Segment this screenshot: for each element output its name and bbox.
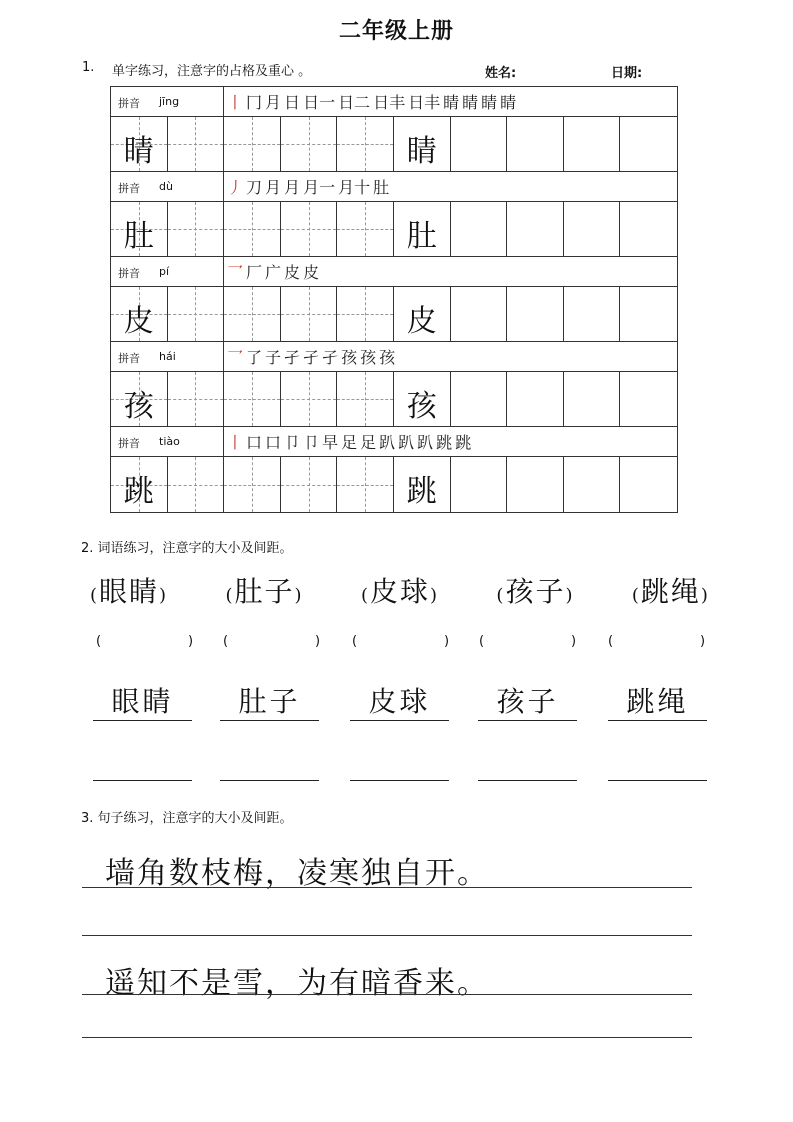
stroke-step: 冂 [246, 93, 263, 112]
section1-instruction: 单字练习，注意字的占格及重心 。 [112, 64, 312, 79]
date-label: 日期: [611, 66, 643, 81]
stroke-step: 卩 [284, 433, 301, 452]
writing-cell[interactable] [337, 457, 394, 512]
paren-close: ) [700, 634, 706, 649]
model-character: 皮 [406, 304, 437, 339]
stroke-step: 趴 [398, 433, 415, 452]
model-character: 孩 [123, 389, 154, 424]
writing-cell[interactable] [564, 117, 621, 171]
pinyin-row [111, 172, 677, 202]
word-blank-slot[interactable] [350, 740, 449, 781]
word-example: (皮球) [360, 575, 440, 608]
stroke-order [227, 345, 398, 368]
stroke-step: 日 [284, 93, 301, 112]
writing-cell[interactable] [620, 202, 677, 256]
word-blank-slot[interactable] [220, 740, 319, 781]
pinyin-label: 拼音 [118, 267, 140, 280]
writing-cell[interactable] [111, 457, 168, 512]
word-example: (肚子) [225, 575, 304, 608]
word-trace-slot[interactable]: 孩子 [478, 680, 577, 721]
divider [223, 427, 224, 456]
stroke-step: 丨 [227, 433, 244, 452]
stroke-step: 月十 [338, 178, 371, 197]
stroke-step: 足 [341, 433, 358, 452]
paren-open: ( [352, 634, 358, 649]
stroke-step: 皮 [303, 263, 320, 282]
model-character: 肚 [406, 219, 437, 254]
sentence-2: 遥知不是雪，为有暗香来。 [105, 966, 489, 1001]
writing-cell[interactable] [507, 202, 564, 256]
word-blank-slot[interactable] [608, 740, 707, 781]
character-row [111, 287, 677, 342]
stroke-step: 卩 [303, 433, 320, 452]
sentence-line [82, 935, 692, 936]
stroke-step: 丿 [227, 178, 244, 197]
stroke-step: 月 [265, 178, 282, 197]
stroke-step: 子 [265, 348, 282, 367]
stroke-step: 睛 [481, 93, 498, 112]
word-examples-row [90, 570, 710, 610]
writing-cell[interactable] [451, 372, 508, 426]
stroke-step: 日一 [303, 93, 336, 112]
word-blank-slot[interactable] [93, 740, 192, 781]
stroke-step: 睛 [462, 93, 479, 112]
writing-cell[interactable] [168, 287, 225, 341]
writing-cell[interactable] [394, 202, 451, 256]
stroke-order [227, 430, 474, 453]
divider [223, 342, 224, 371]
pinyin-value: hái [159, 350, 176, 363]
stroke-step: 孑 [322, 348, 339, 367]
writing-cell[interactable] [337, 372, 394, 426]
pinyin-label: 拼音 [118, 352, 140, 365]
stroke-step: 月 [265, 93, 282, 112]
writing-cell[interactable] [111, 372, 168, 426]
stroke-step: 足 [360, 433, 377, 452]
pinyin-row [111, 87, 677, 117]
character-row [111, 457, 677, 512]
model-character: 跳 [406, 474, 437, 509]
stroke-step: 跳 [436, 433, 453, 452]
section3-instruction: 3. 句子练习，注意字的大小及间距。 [81, 811, 293, 826]
stroke-step: 日二 [338, 93, 371, 112]
model-character: 睛 [406, 134, 437, 169]
pinyin-row [111, 257, 677, 287]
stroke-step: 日丰 [408, 93, 441, 112]
divider [223, 87, 224, 116]
writing-cell[interactable] [281, 287, 338, 341]
stroke-step: 丨 [227, 93, 244, 112]
writing-cell[interactable] [564, 372, 621, 426]
stroke-step: 孩 [360, 348, 377, 367]
section1-number: 1. [82, 60, 95, 75]
stroke-step: 孩 [379, 348, 396, 367]
writing-cell[interactable] [337, 287, 394, 341]
stroke-step: 月一 [303, 178, 336, 197]
paren-open: ( [608, 634, 614, 649]
writing-cell[interactable] [224, 117, 281, 171]
stroke-step: 睛 [443, 93, 460, 112]
model-character: 跳 [123, 474, 154, 509]
stroke-order [227, 90, 519, 113]
writing-cell[interactable] [281, 117, 338, 171]
writing-cell[interactable] [451, 117, 508, 171]
writing-cell[interactable] [224, 202, 281, 256]
word-example: (孩子) [496, 575, 575, 608]
model-character: 皮 [123, 304, 154, 339]
section2-instruction: 2. 词语练习，注意字的大小及间距。 [81, 541, 293, 556]
stroke-step: 了 [246, 348, 263, 367]
paren-open: ( [96, 634, 102, 649]
stroke-step: 趴 [417, 433, 434, 452]
page-title: 二年级上册 [338, 19, 454, 44]
writing-cell[interactable] [620, 457, 677, 512]
writing-cell[interactable] [620, 117, 677, 171]
sentence-1: 墙角数枝梅，凌寒独自开。 [105, 856, 489, 891]
writing-cell[interactable] [451, 202, 508, 256]
sentence-line [82, 887, 692, 888]
writing-cell[interactable] [394, 117, 451, 171]
divider [223, 257, 224, 286]
paren-close: ) [315, 634, 321, 649]
divider [223, 172, 224, 201]
sentence-line [82, 1037, 692, 1038]
writing-cell[interactable] [620, 287, 677, 341]
writing-cell[interactable] [507, 287, 564, 341]
writing-cell[interactable] [507, 457, 564, 512]
stroke-step: 孑 [284, 348, 301, 367]
writing-cell[interactable] [451, 287, 508, 341]
writing-cell[interactable] [281, 372, 338, 426]
stroke-step: 趴 [379, 433, 396, 452]
word-trace-slot[interactable]: 肚子 [220, 680, 319, 721]
paren-open: ( [223, 634, 229, 649]
pinyin-value: jīng [159, 95, 180, 108]
character-row [111, 372, 677, 427]
writing-cell[interactable] [564, 202, 621, 256]
writing-cell[interactable] [168, 202, 225, 256]
stroke-step: 厂 [246, 263, 263, 282]
stroke-step: 孑 [303, 348, 320, 367]
word-example: (眼睛) [90, 575, 169, 608]
stroke-step: 早 [322, 433, 339, 452]
writing-cell[interactable] [564, 457, 621, 512]
writing-cell[interactable] [224, 372, 281, 426]
character-row [111, 202, 677, 257]
stroke-order [227, 260, 322, 283]
stroke-step: 乛 [227, 348, 244, 367]
writing-cell[interactable] [620, 372, 677, 426]
pinyin-value: tiào [159, 435, 180, 448]
stroke-step: 日丰 [373, 93, 406, 112]
writing-cell[interactable] [168, 457, 225, 512]
stroke-step: 月 [284, 178, 301, 197]
writing-cell[interactable] [111, 287, 168, 341]
model-character: 孩 [406, 389, 437, 424]
paren-close: ) [571, 634, 577, 649]
writing-cell[interactable] [564, 287, 621, 341]
pinyin-label: 拼音 [118, 97, 140, 110]
writing-cell[interactable] [111, 202, 168, 256]
word-example: (跳绳) [631, 575, 710, 608]
stroke-step: 跳 [455, 433, 472, 452]
stroke-step: 刀 [246, 178, 263, 197]
stroke-step: 皮 [284, 263, 301, 282]
stroke-step: 口 [246, 433, 263, 452]
word-blank-slot[interactable] [478, 740, 577, 781]
writing-cell[interactable] [337, 202, 394, 256]
model-character: 肚 [123, 219, 154, 254]
writing-cell[interactable] [451, 457, 508, 512]
pinyin-value: dù [159, 180, 173, 193]
writing-cell[interactable] [394, 287, 451, 341]
stroke-step: 肚 [373, 178, 390, 197]
model-character: 睛 [123, 134, 154, 169]
writing-cell[interactable] [111, 117, 168, 171]
word-trace-slot[interactable]: 皮球 [350, 680, 449, 721]
writing-cell[interactable] [281, 202, 338, 256]
word-trace-slot[interactable]: 跳绳 [608, 680, 707, 721]
stroke-step: 睛 [500, 93, 517, 112]
writing-cell[interactable] [337, 117, 394, 171]
stroke-step: 广 [265, 263, 282, 282]
pinyin-row [111, 427, 677, 457]
pinyin-label: 拼音 [118, 437, 140, 450]
pinyin-row [111, 342, 677, 372]
pinyin-label: 拼音 [118, 182, 140, 195]
sentence-line [82, 994, 692, 995]
writing-cell[interactable] [394, 372, 451, 426]
writing-cell[interactable] [394, 457, 451, 512]
writing-cell[interactable] [507, 117, 564, 171]
pinyin-value: pí [159, 265, 170, 278]
writing-cell[interactable] [168, 117, 225, 171]
stroke-step: 口 [265, 433, 282, 452]
stroke-step: 孩 [341, 348, 358, 367]
character-row [111, 117, 677, 172]
name-label: 姓名: [485, 66, 517, 81]
stroke-order [227, 175, 392, 198]
character-practice-grid [110, 86, 678, 513]
writing-cell[interactable] [281, 457, 338, 512]
writing-cell[interactable] [224, 287, 281, 341]
writing-cell[interactable] [224, 457, 281, 512]
paren-close: ) [444, 634, 450, 649]
paren-close: ) [188, 634, 194, 649]
word-trace-slot[interactable]: 眼睛 [93, 680, 192, 721]
writing-cell[interactable] [168, 372, 225, 426]
writing-cell[interactable] [507, 372, 564, 426]
paren-open: ( [479, 634, 485, 649]
stroke-step: 乛 [227, 263, 244, 282]
